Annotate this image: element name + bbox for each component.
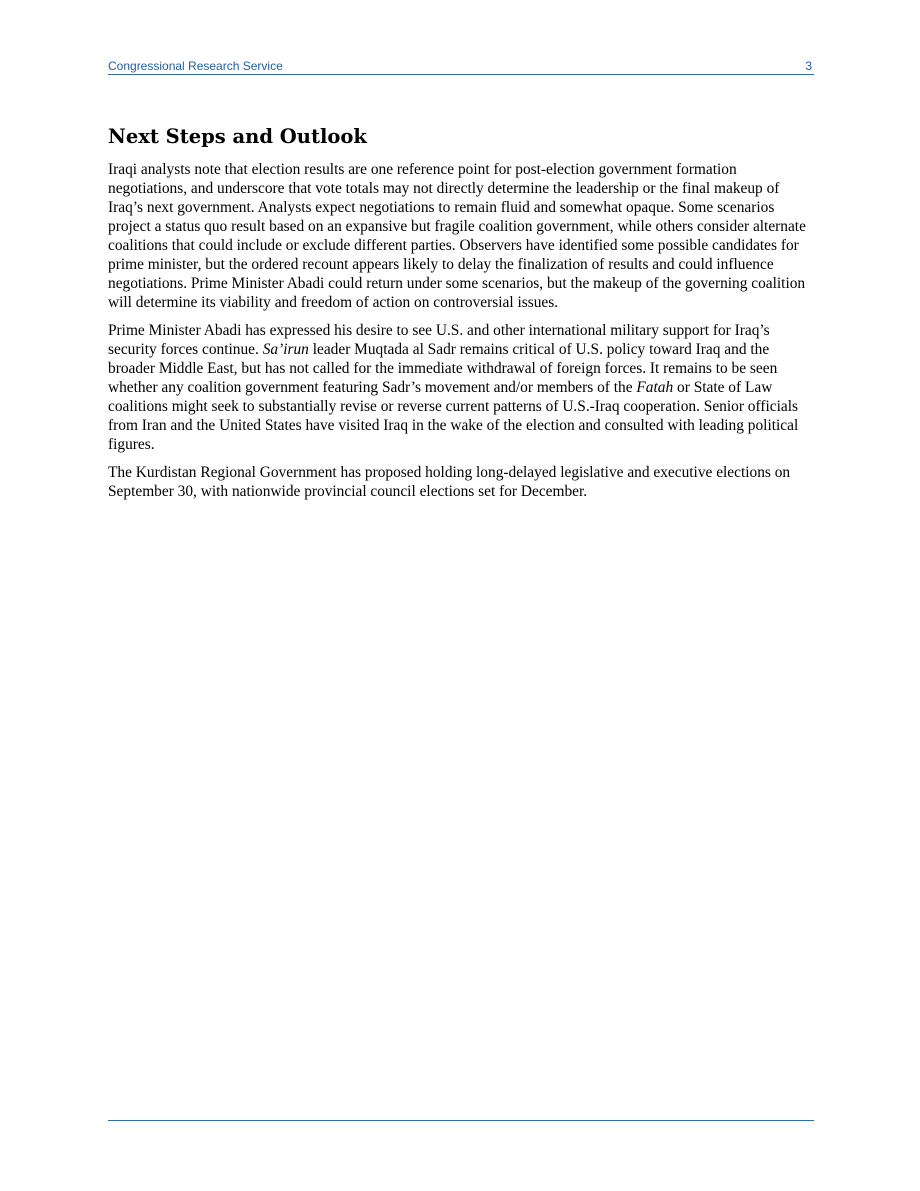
paragraph-2-part-2: leader Muqtada al Sadr remains critical of U.S. policy toward Iraq and the broader Middle East, but has not called for the immediate withdrawal of foreign forces. It remains to be seen whether any coalition government featuring Sadr’s movement and/or members of the	[108, 341, 778, 396]
footer-divider	[108, 1120, 814, 1121]
paragraph-1: Iraqi analysts note that election results are one reference point for post-election government formation negotiations, and underscore that vote totals may not directly determine the leadership or the final makeup of Iraq’s next government. Analysts expect negotiations to remain fluid and somewhat opaque. Some scenarios project a status quo result based on an expansive but fragile coalition government, while others consider alternate coalitions that could include or exclude different parties. Observers have identified some possible candidates for prime minister, but the ordered recount appears likely to delay the finalization of results and could influence negotiations. Prime Minister Abadi could return under some scenarios, but the makeup of the governing coalition will determine its viability and freedom of action on controversial issues.	[108, 161, 806, 311]
paragraph-2-italic-sairun: Sa’irun	[262, 341, 309, 358]
paragraph-3: The Kurdistan Regional Government has proposed holding long-delayed legislative and executive elections on September 30, with nationwide provincial council elections set for December.	[108, 464, 791, 500]
paragraph-2-italic-fatah: Fatah	[636, 379, 674, 396]
paragraph-2-part-3: or State of Law coalitions might seek to substantially revise or reverse current patterns of U.S.-Iraq cooperation. Senior officials from Iran and the United States have visited Iraq in the wake of the election and consulted with leading political figures.	[108, 379, 799, 453]
page-header	[108, 58, 814, 75]
header-page-number: 3	[805, 59, 812, 73]
header-organization: Congressional Research Service	[108, 59, 283, 73]
section-heading: Next Steps and Outlook	[108, 125, 367, 148]
paragraph-2-part-1: Prime Minister Abadi has expressed his desire to see U.S. and other international military support for Iraq’s security forces continue.	[108, 322, 770, 358]
paragraph-2	[108, 321, 814, 454]
main-content	[108, 124, 814, 510]
